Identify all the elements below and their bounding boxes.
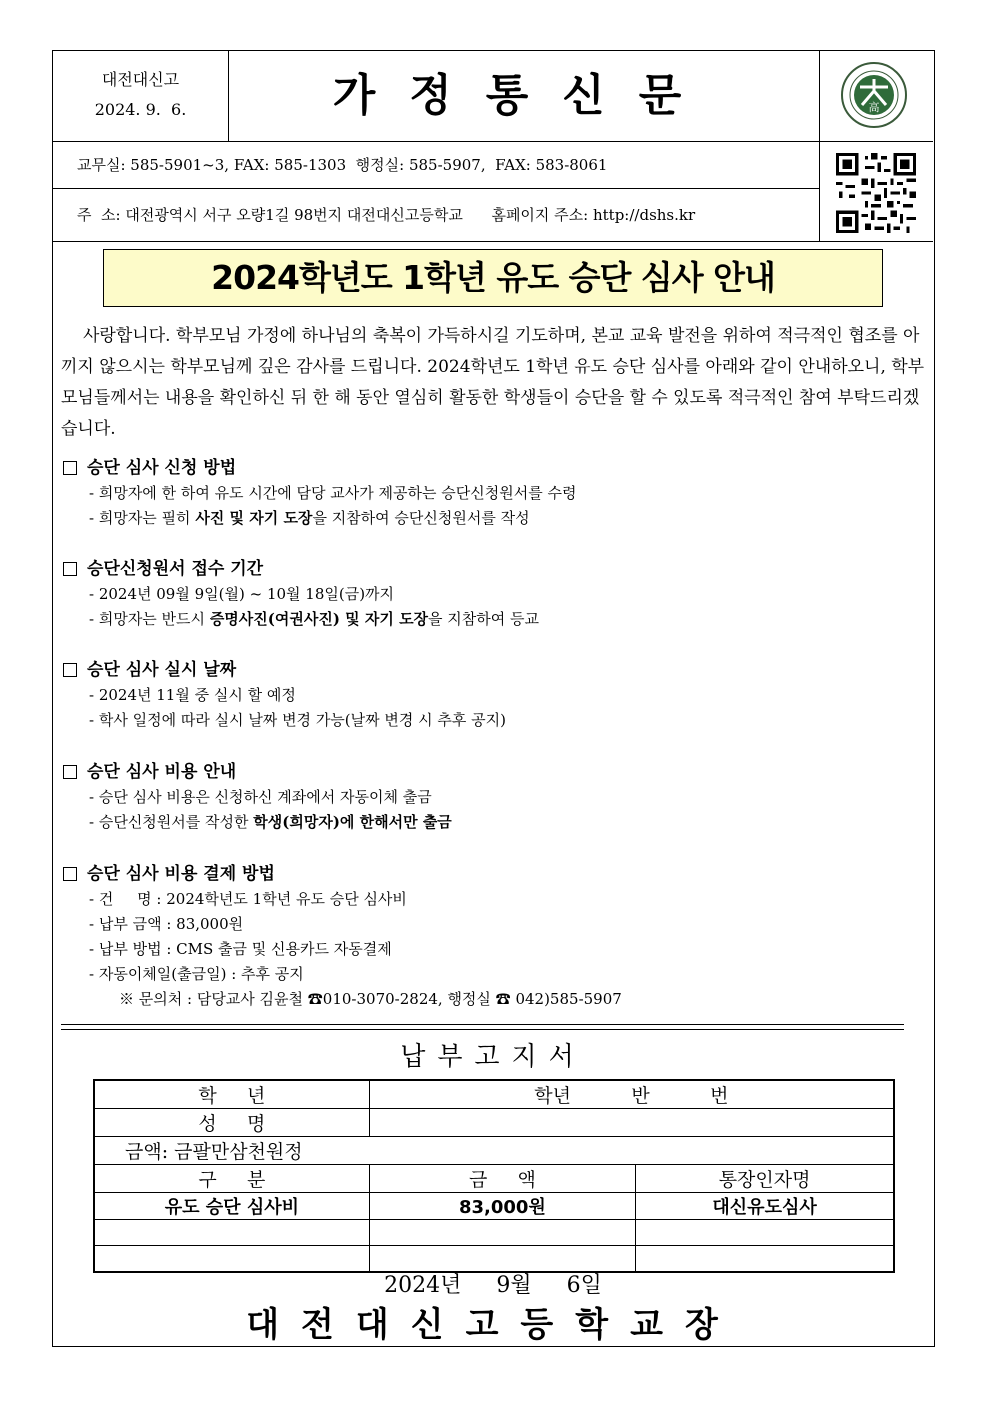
svg-text:高: 高	[868, 101, 880, 114]
table-row	[94, 1220, 894, 1246]
table-row	[94, 1193, 894, 1220]
section-divider	[61, 1024, 904, 1030]
section-heading: 승단신청원서 접수 기간	[87, 559, 264, 579]
payment-notice-title: 납부고지서	[400, 1042, 586, 1072]
intro-paragraph	[61, 321, 927, 445]
table-row	[94, 1165, 894, 1193]
contact-row: 교무실: 585-5901~3, FAX: 585-1303 행정실: 585-5907, FAX: 583-8061	[53, 141, 819, 189]
issue-date: 2024년 9월 6일	[384, 1273, 602, 1298]
checkbox-icon	[63, 663, 77, 677]
address-row: 주 소: 대전광역시 서구 오량1길 98번지 대전대신고등학교 홈페이지 주소: http://dshs.kr	[77, 206, 696, 224]
document-title: 2024학년도 1학년 유도 승단 심사 안내	[103, 249, 883, 307]
grade-label: 학 년	[94, 1080, 369, 1109]
section-payment-method	[63, 861, 923, 1011]
column-header-account: 통장인자명	[636, 1165, 894, 1193]
checkbox-icon	[63, 765, 77, 779]
list-item: - 자동이체일(출금일) : 추후 공지	[89, 965, 304, 983]
list-item: - 납부 방법 : CMS 출금 및 신용카드 자동결제	[89, 940, 392, 958]
newsletter-title: 가정통신문	[332, 70, 716, 121]
issue-date-short: 2024. 9. 6.	[94, 100, 187, 119]
table-row	[94, 1109, 894, 1137]
section-heading: 승단 심사 실시 날짜	[87, 660, 237, 680]
column-header-item: 구 분	[94, 1165, 369, 1193]
list-item: - 2024년 09월 9일(월) ~ 10월 18일(금)까지	[89, 585, 395, 603]
amount-text: 금액: 금팔만삼천원정	[94, 1137, 894, 1165]
section-apply-method	[63, 455, 923, 531]
section-heading: 승단 심사 비용 결제 방법	[87, 864, 275, 884]
table-row	[94, 1137, 894, 1165]
document-page	[52, 50, 935, 1347]
list-item: - 희망자는 필히 사진 및 자기 도장을 지참하여 승단신청원서를 작성	[89, 509, 530, 527]
section-heading: 승단 심사 신청 방법	[87, 458, 237, 478]
logo-cell	[819, 51, 934, 141]
list-item: - 승단신청원서를 작성한 학생(희망자)에 한해서만 출금	[89, 813, 452, 831]
account-name: 대신유도심사	[636, 1193, 894, 1220]
school-emblem-icon	[840, 61, 908, 129]
checkbox-icon	[63, 562, 77, 576]
contact-note: ※ 문의처 : 담당교사 김윤철 ☎010-3070-2824, 행정실 ☎ 042)585-5907	[119, 990, 622, 1008]
school-date-cell	[53, 51, 229, 141]
principal-signature: 대전대신고등학교장	[246, 1305, 740, 1345]
qr-code-icon[interactable]	[836, 153, 916, 233]
list-item: - 승단 심사 비용은 신청하신 계좌에서 자동이체 출금	[89, 788, 432, 806]
checkbox-icon	[63, 867, 77, 881]
section-application-period	[63, 556, 923, 632]
section-exam-date	[63, 657, 923, 733]
list-item: - 납부 금액 : 83,000원	[89, 915, 244, 933]
name-label: 성 명	[94, 1109, 369, 1137]
school-short-name: 대전대신고	[101, 70, 180, 89]
fee-amount: 83,000원	[369, 1193, 635, 1220]
fee-item: 유도 승단 심사비	[94, 1193, 369, 1220]
list-item: - 학사 일정에 따라 실시 날짜 변경 가능(날짜 변경 시 추후 공지)	[89, 711, 506, 729]
header-divider	[53, 241, 933, 242]
payment-notice-table	[93, 1079, 895, 1273]
checkbox-icon	[63, 461, 77, 475]
section-heading: 승단 심사 비용 안내	[87, 762, 237, 782]
qr-cell	[819, 141, 934, 241]
list-item: - 희망자는 반드시 증명사진(여권사진) 및 자기 도장을 지참하여 등교	[89, 610, 540, 628]
column-header-amount: 금 액	[369, 1165, 635, 1193]
grade-value-field[interactable]: 학년 반 번	[369, 1080, 894, 1109]
list-item: - 2024년 11월 중 실시 할 예정	[89, 686, 296, 704]
name-field[interactable]	[369, 1109, 894, 1137]
intro-text: 사랑합니다. 학부모님 가정에 하나님의 축복이 가득하시길 기도하며, 본교 교육 발전을 위하여 적극적인 협조를 아끼지 않으시는 학부모님께 깊은 감사를 드립니다. 2024학년도 1학년 유도 승단 심사를 아래와 같이 안내하오니, 학부모님들께서는 내용을 확인하신 뒤 한 해 동안 열심히 활동한 학생들이 승단을 할 수 있도록 적극적인 참여 부탁드리겠습니다.	[61, 326, 925, 439]
table-row	[94, 1080, 894, 1109]
header-top-row	[53, 51, 933, 142]
section-fee-info	[63, 759, 923, 835]
list-item: - 건 명 : 2024학년도 1학년 유도 승단 심사비	[89, 890, 407, 908]
list-item: - 희망자에 한 하여 유도 시간에 담당 교사가 제공하는 승단신청원서를 수령	[89, 484, 577, 502]
